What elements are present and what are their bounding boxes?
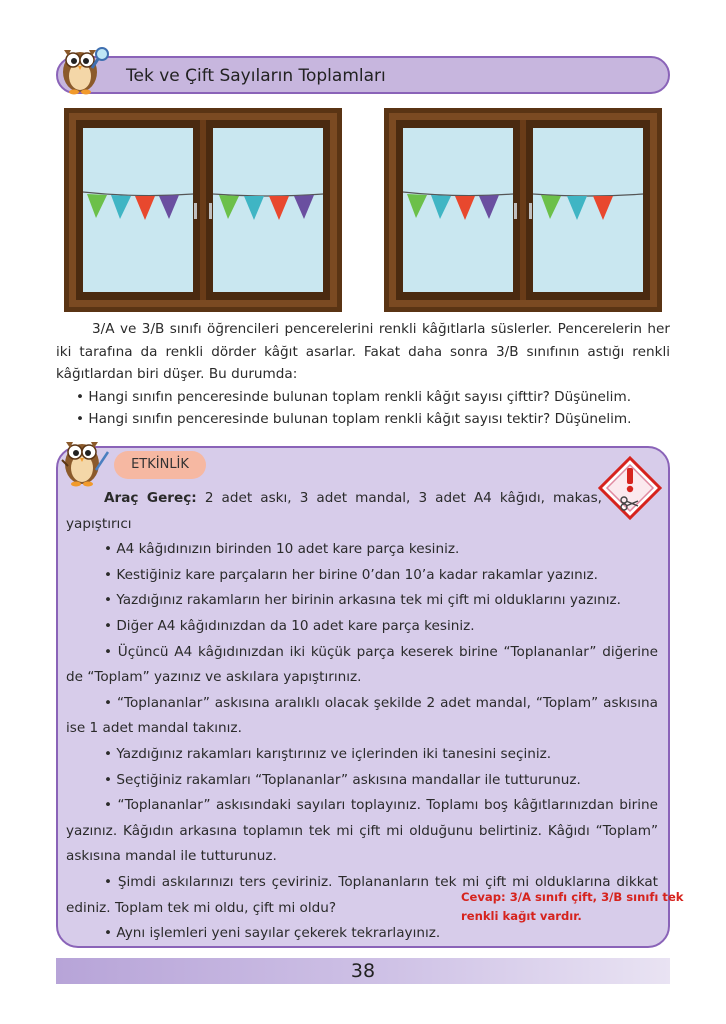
activity-step: • “Toplananlar” askısındaki sayıları toplayınız. Toplamı boş kâğıtlarınızdan birine yazınız. Kâğıdın arkasına toplamın tek mi çift mi olduğunu belirtiniz. Kâğıdı “Toplam” askısına mandal ile tutturunuz.	[66, 797, 659, 865]
page-number: 38	[350, 960, 376, 982]
section-title-bar	[56, 56, 670, 94]
activity-text	[66, 486, 658, 947]
activity-step: • A4 kâğıdınızın birinden 10 adet kare parça kesiniz.	[104, 541, 460, 558]
activity-step: • Seçtiğiniz rakamları “Toplananlar” askısına mandallar ile tutturunuz.	[104, 771, 581, 788]
section-title: Tek ve Çift Sayıların Toplamları	[126, 66, 386, 86]
owl-teacher-icon	[56, 430, 110, 488]
materials-line	[66, 486, 602, 537]
intro-bullet: • Hangi sınıfın penceresinde bulunan toplam renkli kâğıt sayısı çifttir? Düşünelim.	[76, 388, 632, 405]
window-3a-illustration	[64, 108, 342, 312]
answer-note: Cevap: 3/A sınıfı çift, 3/B sınıfı tek renkli kağıt vardır.	[461, 890, 684, 923]
intro-bullet: • Hangi sınıfın penceresinde bulunan toplam renkli kâğıt sayısı tektir? Düşünelim.	[76, 411, 632, 427]
activity-label: ETKİNLİK	[114, 451, 206, 479]
activity-step: • Diğer A4 kâğıdınızdan da 10 adet kare parça kesiniz.	[104, 617, 475, 634]
activity-step: • “Toplananlar” askısına aralıklı olacak şekilde 2 adet mandal, “Toplam” askısına ise 1 adet mandal takınız.	[66, 694, 658, 737]
intro-text	[56, 318, 670, 431]
activity-step: • Kestiğiniz kare parçaların her birine 0’dan 10’a kadar rakamlar yazınız.	[104, 566, 598, 583]
materials-text: 2 adet askı, 3 adet mandal, 3 adet A4 kâğıdı, makas, yapıştırıcı	[66, 490, 602, 532]
activity-step: • Şimdi askılarınızı ters çeviriniz. Toplananların tek mi çift mi olduklarına dikkat ediniz. Toplam tek mi oldu, çift mi oldu?	[66, 873, 658, 916]
activity-step: • Aynı işlemleri yeni sayılar çekerek tekrarlayınız.	[104, 925, 441, 942]
owl-magnifier-icon	[56, 36, 112, 96]
activity-step: • Yazdığınız rakamları karıştırınız ve içlerinden iki tanesini seçiniz.	[104, 745, 552, 762]
intro-paragraph: 3/A ve 3/B sınıfı öğrencileri pencerelerini renkli kâğıtlarla süslerler. Pencerelerin her iki tarafına da renkli dörder kâğıt asarlar. Fakat daha sonra 3/B sınıfının astığı renkli kâğıtlardan biri düşer. Bu durumda:	[56, 321, 670, 382]
window-3b-illustration	[384, 108, 662, 312]
activity-step: • Yazdığınız rakamların her birinin arkasına tek mi çift mi olduklarını yazınız.	[104, 592, 621, 609]
materials-label: Araç Gereç:	[104, 490, 197, 506]
activity-step: • Üçüncü A4 kâğıdınızdan iki küçük parça keserek birine “Toplananlar” diğerine de “Toplam” yazınız ve askılara yapıştırınız.	[66, 643, 658, 686]
